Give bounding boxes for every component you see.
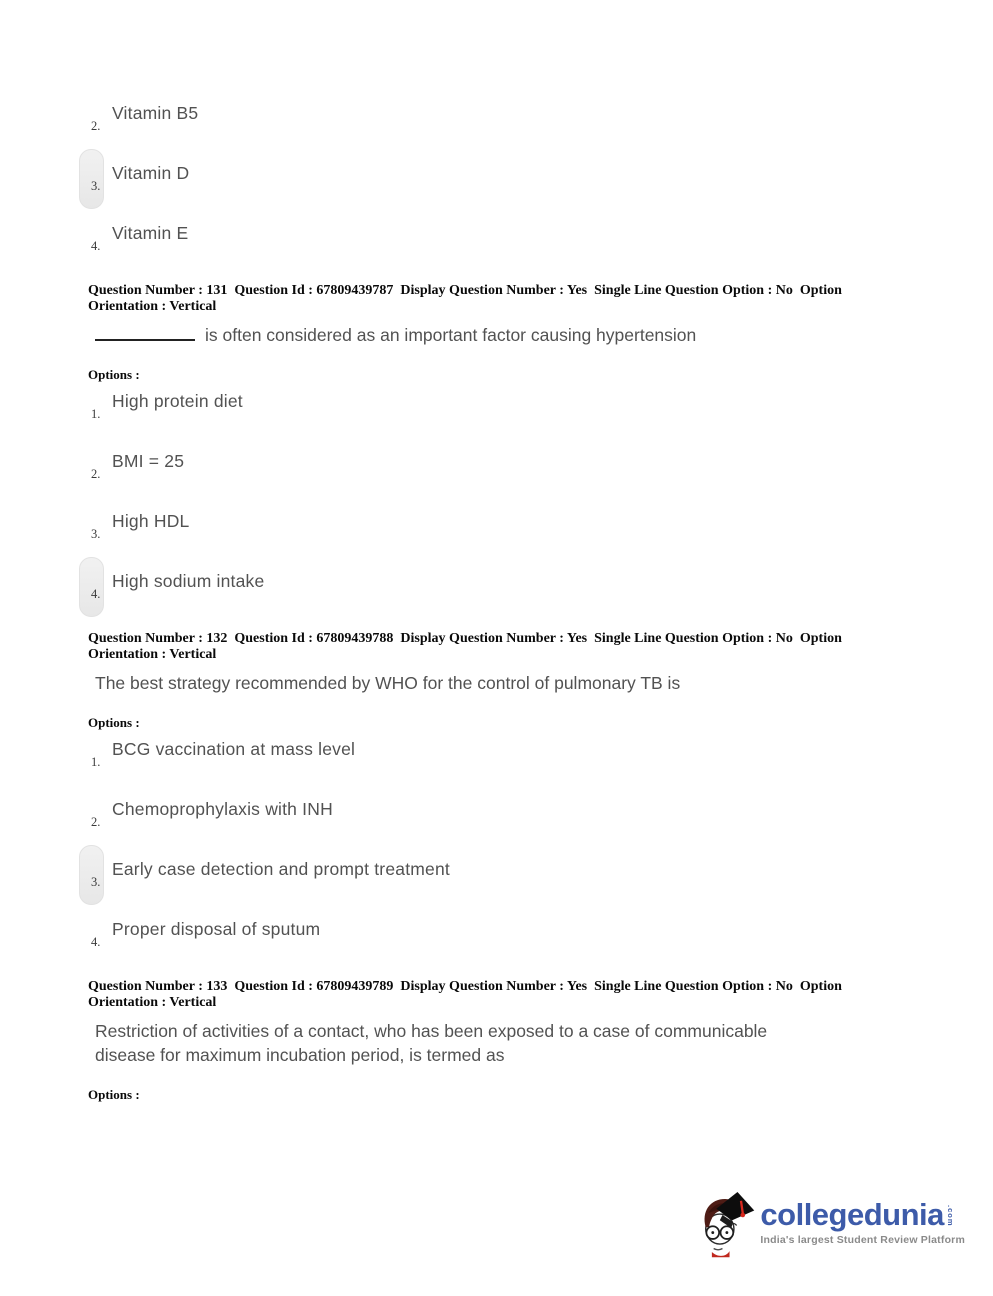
question-header: Question Number : 133 Question Id : 67809439789 Display Question Number : Yes Single Line Question Option : No Option Orientation : Vertical [88, 979, 846, 1010]
previous-question-options [88, 103, 905, 253]
option-label: High sodium intake [112, 571, 265, 591]
option-row [88, 919, 905, 949]
option-label: High HDL [112, 511, 190, 531]
option-row [88, 163, 905, 193]
option-row [88, 799, 905, 829]
option-label: Vitamin D [112, 163, 190, 183]
question-132 [88, 631, 905, 949]
question-text: Restriction of activities of a contact, who has been exposed to a case of communicable disease for maximum incubation period, is termed as [95, 1021, 768, 1065]
collegedunia-logo [696, 1186, 965, 1258]
logo-text-column [760, 1196, 965, 1246]
logo-tagline: India's largest Student Review Platform [760, 1233, 965, 1246]
option-row [88, 571, 905, 601]
option-number: 4. [91, 587, 101, 601]
option-row [88, 103, 905, 133]
option-row [88, 451, 905, 481]
options-list [88, 389, 905, 601]
option-label: BCG vaccination at mass level [112, 739, 356, 759]
option-label: Proper disposal of sputum [112, 919, 321, 939]
options-list [88, 737, 905, 949]
option-label: Chemoprophylaxis with INH [112, 799, 333, 819]
question-133 [88, 979, 905, 1103]
options-label: Options : [88, 715, 140, 730]
option-row [88, 223, 905, 253]
option-number: 1. [91, 407, 101, 421]
options-label: Options : [88, 1087, 140, 1102]
option-label: Vitamin E [112, 223, 189, 243]
option-label: High protein diet [112, 391, 243, 411]
option-number: 3. [91, 179, 101, 193]
options-label: Options : [88, 367, 140, 382]
option-number: 4. [91, 935, 101, 949]
logo-brand-text: collegedunia [760, 1196, 944, 1232]
question-text [88, 323, 795, 347]
question-header: Question Number : 131 Question Id : 67809439787 Display Question Number : Yes Single Line Question Option : No Option Orientation : Vertical [88, 283, 846, 314]
logo-tld-text: .com [945, 1204, 955, 1227]
option-label: Vitamin B5 [112, 103, 199, 123]
option-number: 4. [91, 239, 101, 253]
logo-brand-line [760, 1196, 965, 1232]
question-header: Question Number : 132 Question Id : 67809439788 Display Question Number : Yes Single Line Question Option : No Option Orientation : Vertical [88, 631, 846, 662]
option-number: 2. [91, 119, 101, 133]
option-number: 1. [91, 755, 101, 769]
option-row [88, 739, 905, 769]
option-row [88, 511, 905, 541]
collegedunia-mascot-icon [696, 1186, 756, 1258]
option-number: 3. [91, 875, 101, 889]
option-label: BMI = 25 [112, 451, 185, 471]
option-number: 3. [91, 527, 101, 541]
option-row [88, 391, 905, 421]
option-row [88, 859, 905, 889]
question-text-content: is often considered as an important factor causing hypertension [205, 325, 697, 345]
option-number: 2. [91, 815, 101, 829]
question-text: The best strategy recommended by WHO for the control of pulmonary TB is [95, 673, 681, 693]
option-number: 2. [91, 467, 101, 481]
option-label: Early case detection and prompt treatment [112, 859, 450, 879]
question-131 [88, 283, 905, 601]
blank-line [95, 325, 195, 341]
